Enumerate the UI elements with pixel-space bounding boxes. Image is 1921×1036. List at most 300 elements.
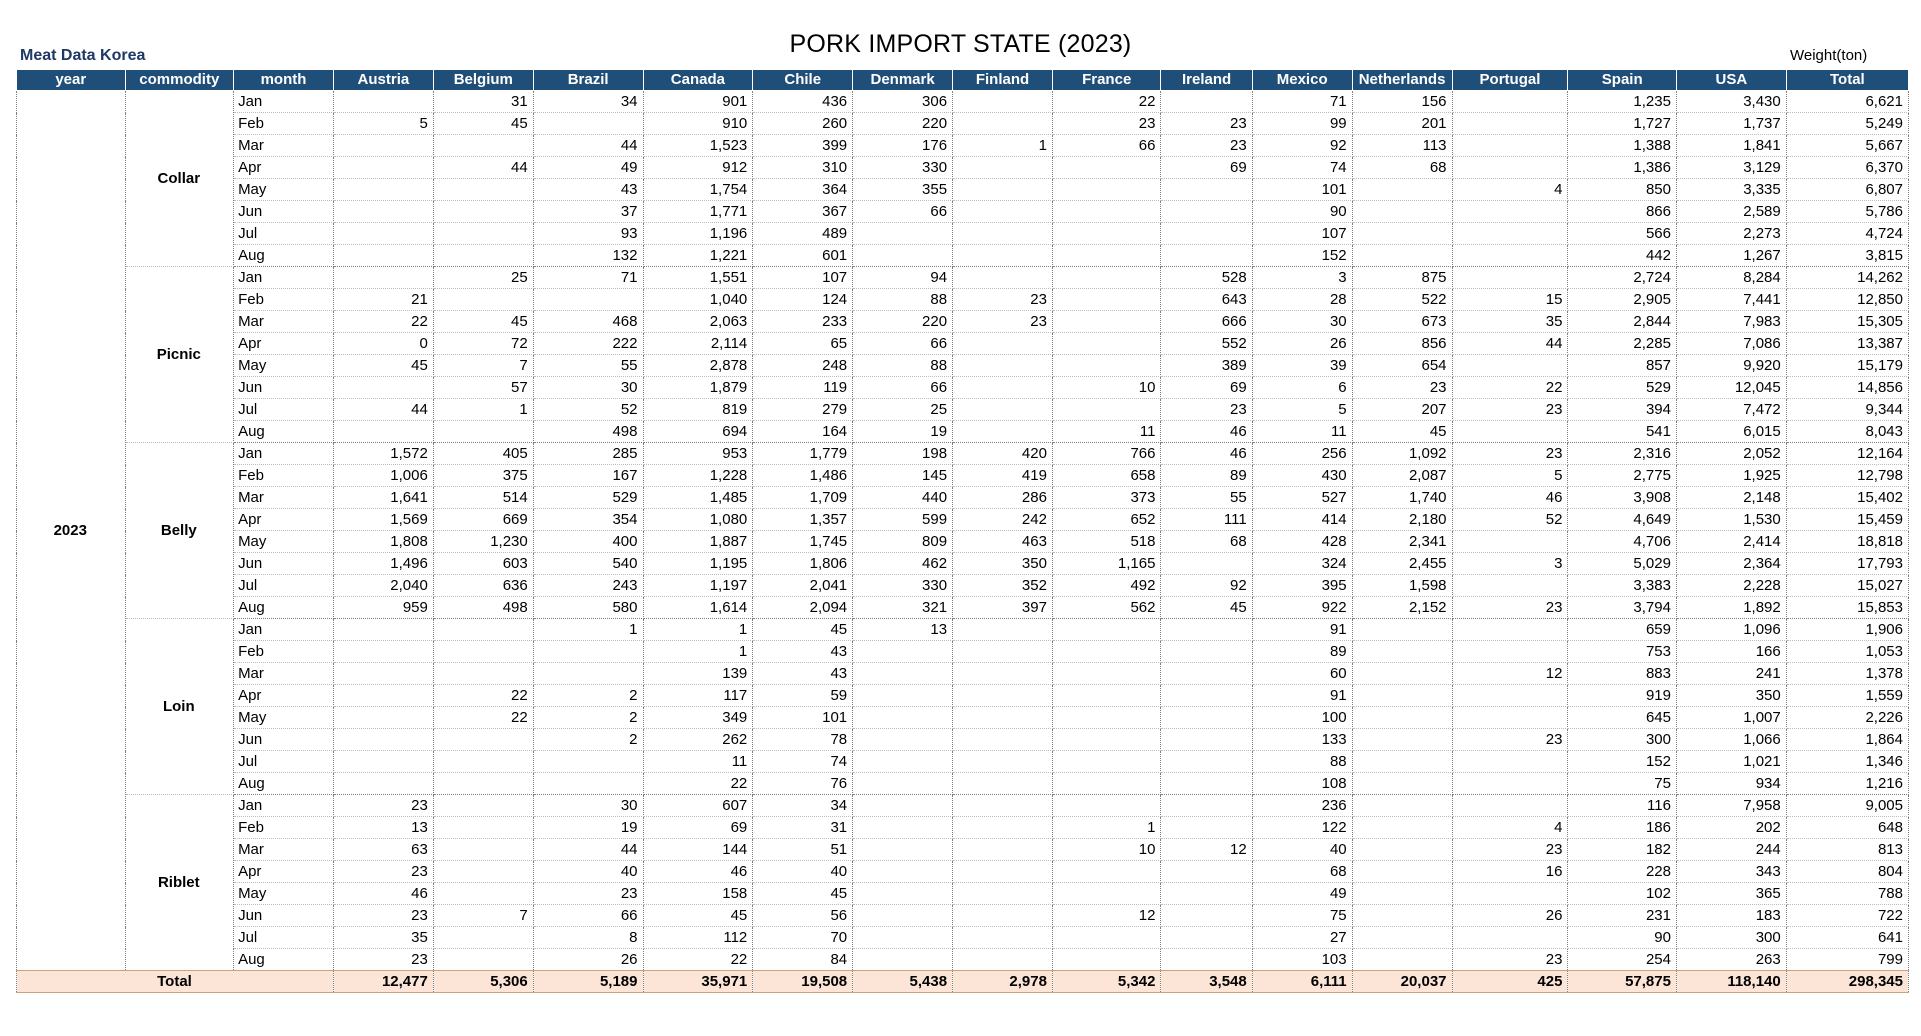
value-cell [1052,157,1161,179]
value-cell [333,729,433,751]
value-cell: 2,775 [1568,465,1677,487]
value-cell: 2 [533,707,643,729]
value-cell: 1,386 [1568,157,1677,179]
table-row [17,113,1909,135]
value-cell: 9,344 [1786,399,1908,421]
value-cell: 3,335 [1676,179,1786,201]
table-row [17,223,1909,245]
value-cell: 107 [753,267,853,289]
month-cell: Feb [234,113,334,135]
month-cell: Mar [234,663,334,685]
value-cell [1052,795,1161,817]
value-cell: 753 [1568,641,1677,663]
table-row [17,157,1909,179]
value-cell: 23 [1052,113,1161,135]
value-cell [333,685,433,707]
value-cell: 1,864 [1786,729,1908,751]
value-cell [1161,729,1252,751]
value-cell [1052,289,1161,311]
value-cell: 1,378 [1786,663,1908,685]
value-cell [1052,751,1161,773]
value-cell: 1,092 [1352,443,1452,465]
value-cell: 350 [1676,685,1786,707]
value-cell: 395 [1252,575,1352,597]
total-value-cell: 20,037 [1352,971,1452,993]
value-cell: 244 [1676,839,1786,861]
value-cell: 1,740 [1352,487,1452,509]
value-cell [953,377,1053,399]
value-cell: 400 [533,531,643,553]
value-cell: 89 [1161,465,1252,487]
value-cell: 1,771 [643,201,753,223]
value-cell: 23 [333,861,433,883]
value-cell: 7,983 [1676,311,1786,333]
total-value-cell: 118,140 [1676,971,1786,993]
value-cell: 207 [1352,399,1452,421]
value-cell [1352,663,1452,685]
table-row [17,201,1909,223]
value-cell: 809 [853,531,953,553]
value-cell [1052,883,1161,905]
value-cell: 1 [1052,817,1161,839]
value-cell: 1,485 [643,487,753,509]
month-cell: Aug [234,421,334,443]
value-cell: 19 [853,421,953,443]
value-cell [1352,905,1452,927]
value-cell [333,773,433,795]
value-cell [953,399,1053,421]
value-cell: 856 [1352,333,1452,355]
value-cell: 46 [1161,421,1252,443]
value-cell: 21 [333,289,433,311]
value-cell: 202 [1676,817,1786,839]
table-row [17,465,1909,487]
value-cell [1452,773,1568,795]
value-cell: 1,216 [1786,773,1908,795]
value-cell [1352,619,1452,641]
value-cell: 669 [433,509,533,531]
month-cell: Apr [234,861,334,883]
value-cell [433,421,533,443]
total-value-cell: 5,306 [433,971,533,993]
column-header-chile: Chile [753,70,853,91]
value-cell: 1,523 [643,135,753,157]
value-cell: 66 [1052,135,1161,157]
value-cell: 27 [1252,927,1352,949]
value-cell [1161,773,1252,795]
commodity-cell: Collar [125,91,234,267]
value-cell: 959 [333,597,433,619]
value-cell: 35 [333,927,433,949]
commodity-cell: Loin [125,619,234,795]
value-cell: 12,164 [1786,443,1908,465]
value-cell: 46 [333,883,433,905]
value-cell: 145 [853,465,953,487]
brand-label: Meat Data Korea [20,47,146,64]
value-cell: 324 [1252,553,1352,575]
value-cell [1352,729,1452,751]
value-cell [1161,619,1252,641]
value-cell: 399 [753,135,853,157]
value-cell: 158 [643,883,753,905]
value-cell [533,113,643,135]
value-cell: 804 [1786,861,1908,883]
value-cell: 46 [1452,487,1568,509]
value-cell: 14,262 [1786,267,1908,289]
value-cell: 607 [643,795,753,817]
value-cell: 55 [533,355,643,377]
value-cell [1452,795,1568,817]
value-cell [953,751,1053,773]
value-cell: 241 [1676,663,1786,685]
value-cell: 1,346 [1786,751,1908,773]
value-cell [1052,949,1161,971]
value-cell: 529 [1568,377,1677,399]
table-row [17,311,1909,333]
value-cell: 7 [433,905,533,927]
value-cell: 248 [753,355,853,377]
value-cell: 254 [1568,949,1677,971]
value-cell [1161,949,1252,971]
value-cell: 9,920 [1676,355,1786,377]
value-cell: 1,267 [1676,245,1786,267]
value-cell: 350 [953,553,1053,575]
value-cell: 648 [1786,817,1908,839]
value-cell: 580 [533,597,643,619]
total-value-cell: 5,342 [1052,971,1161,993]
value-cell: 39 [1252,355,1352,377]
value-cell: 1,388 [1568,135,1677,157]
value-cell [1352,201,1452,223]
value-cell: 1,496 [333,553,433,575]
value-cell: 101 [753,707,853,729]
value-cell: 260 [753,113,853,135]
value-cell: 15 [1452,289,1568,311]
value-cell [1052,927,1161,949]
value-cell [433,883,533,905]
column-header-commodity: commodity [125,70,234,91]
month-cell: Jul [234,575,334,597]
value-cell: 364 [753,179,853,201]
value-cell: 43 [533,179,643,201]
table-row [17,663,1909,685]
value-cell [1161,795,1252,817]
total-value-cell: 12,477 [333,971,433,993]
value-cell [1052,773,1161,795]
value-cell: 641 [1786,927,1908,949]
value-cell: 1,486 [753,465,853,487]
value-cell: 2,063 [643,311,753,333]
value-cell: 92 [1252,135,1352,157]
value-cell: 124 [753,289,853,311]
value-cell: 15,459 [1786,509,1908,531]
value-cell: 256 [1252,443,1352,465]
month-cell: Feb [234,465,334,487]
value-cell: 3 [1252,267,1352,289]
table-row [17,531,1909,553]
value-cell: 1,165 [1052,553,1161,575]
value-cell: 72 [433,333,533,355]
value-cell [953,91,1053,113]
value-cell: 220 [853,113,953,135]
value-cell: 30 [1252,311,1352,333]
value-cell: 23 [1452,949,1568,971]
value-cell: 912 [643,157,753,179]
value-cell: 442 [1568,245,1677,267]
value-cell: 1 [433,399,533,421]
value-cell: 66 [853,333,953,355]
value-cell [333,201,433,223]
value-cell: 1,727 [1568,113,1677,135]
value-cell [533,773,643,795]
value-cell [853,223,953,245]
value-cell: 43 [753,663,853,685]
value-cell: 15,179 [1786,355,1908,377]
value-cell [1452,641,1568,663]
value-cell [1352,641,1452,663]
value-cell [1352,707,1452,729]
value-cell [953,663,1053,685]
value-cell: 468 [533,311,643,333]
value-cell: 2,414 [1676,531,1786,553]
value-cell [333,135,433,157]
value-cell: 365 [1676,883,1786,905]
table-row [17,179,1909,201]
value-cell: 1 [953,135,1053,157]
value-cell [953,179,1053,201]
value-cell [853,245,953,267]
value-cell: 23 [953,311,1053,333]
value-cell: 2,152 [1352,597,1452,619]
value-cell [1452,531,1568,553]
value-cell: 1,230 [433,531,533,553]
value-cell: 636 [433,575,533,597]
value-cell [1161,817,1252,839]
value-cell: 3,129 [1676,157,1786,179]
month-cell: Jan [234,91,334,113]
value-cell: 101 [1252,179,1352,201]
value-cell: 59 [753,685,853,707]
value-cell: 658 [1052,465,1161,487]
value-cell [1161,223,1252,245]
value-cell: 1,709 [753,487,853,509]
value-cell [1052,333,1161,355]
value-cell [433,927,533,949]
table-row [17,597,1909,619]
table-row [17,949,1909,971]
value-cell [433,201,533,223]
value-cell [433,949,533,971]
value-cell [853,949,953,971]
total-value-cell: 5,438 [853,971,953,993]
table-row [17,399,1909,421]
value-cell [1452,113,1568,135]
value-cell: 766 [1052,443,1161,465]
value-cell: 321 [853,597,953,619]
value-cell: 92 [1161,575,1252,597]
value-cell: 883 [1568,663,1677,685]
value-cell: 90 [1252,201,1352,223]
unit-label: Weight(ton) [1790,47,1868,64]
value-cell: 23 [1452,839,1568,861]
value-cell [1452,927,1568,949]
value-cell: 40 [753,861,853,883]
value-cell [1052,311,1161,333]
value-cell [1161,641,1252,663]
year-cell: 2023 [17,91,126,971]
table-body [17,91,1909,993]
value-cell [1452,883,1568,905]
value-cell [333,751,433,773]
value-cell [953,333,1053,355]
value-cell: 22 [433,707,533,729]
value-cell [433,817,533,839]
value-cell: 310 [753,157,853,179]
value-cell: 4,706 [1568,531,1677,553]
value-cell: 0 [333,333,433,355]
value-cell: 30 [533,377,643,399]
value-cell [853,751,953,773]
value-cell: 1,021 [1676,751,1786,773]
table-row [17,773,1909,795]
value-cell [1452,355,1568,377]
value-cell: 183 [1676,905,1786,927]
table-row [17,905,1909,927]
value-cell: 1,745 [753,531,853,553]
value-cell: 306 [853,91,953,113]
value-cell: 518 [1052,531,1161,553]
value-cell [1052,707,1161,729]
header-row [17,70,1909,91]
month-cell: Mar [234,487,334,509]
value-cell: 111 [1161,509,1252,531]
value-cell: 3,794 [1568,597,1677,619]
value-cell: 3,383 [1568,575,1677,597]
table-row [17,333,1909,355]
value-cell: 428 [1252,531,1352,553]
value-cell: 5,029 [1568,553,1677,575]
value-cell: 1,925 [1676,465,1786,487]
value-cell [1452,575,1568,597]
value-cell: 953 [643,443,753,465]
value-cell: 242 [953,509,1053,531]
value-cell: 22 [643,773,753,795]
value-cell: 66 [853,377,953,399]
value-cell: 430 [1252,465,1352,487]
value-cell: 1,551 [643,267,753,289]
value-cell: 354 [533,509,643,531]
value-cell: 910 [643,113,753,135]
value-cell: 5 [333,113,433,135]
value-cell: 355 [853,179,953,201]
table-row [17,135,1909,157]
value-cell: 4 [1452,179,1568,201]
value-cell: 1 [533,619,643,641]
value-cell [433,289,533,311]
value-cell: 540 [533,553,643,575]
month-cell: May [234,179,334,201]
table-row [17,619,1909,641]
value-cell [1452,91,1568,113]
table-row [17,817,1909,839]
value-cell: 5 [1452,465,1568,487]
column-header-spain: Spain [1568,70,1677,91]
value-cell: 1,754 [643,179,753,201]
value-cell: 23 [1161,399,1252,421]
value-cell: 166 [1676,641,1786,663]
column-header-usa: USA [1676,70,1786,91]
value-cell: 13 [853,619,953,641]
value-cell: 6,621 [1786,91,1908,113]
value-cell [433,619,533,641]
value-cell: 2,041 [753,575,853,597]
value-cell: 152 [1252,245,1352,267]
value-cell [1052,179,1161,201]
value-cell: 8 [533,927,643,949]
pork-import-table [16,69,1909,993]
value-cell: 1,614 [643,597,753,619]
value-cell [953,707,1053,729]
value-cell: 1,235 [1568,91,1677,113]
value-cell [333,91,433,113]
column-header-year: year [17,70,126,91]
value-cell [1161,861,1252,883]
value-cell: 788 [1786,883,1908,905]
value-cell [853,883,953,905]
value-cell: 198 [853,443,953,465]
value-cell: 57 [433,377,533,399]
value-cell: 68 [1252,861,1352,883]
value-cell: 139 [643,663,753,685]
column-header-portugal: Portugal [1452,70,1568,91]
value-cell: 875 [1352,267,1452,289]
value-cell: 76 [753,773,853,795]
value-cell [1452,157,1568,179]
value-cell: 25 [433,267,533,289]
value-cell: 75 [1568,773,1677,795]
value-cell: 34 [753,795,853,817]
value-cell: 2,094 [753,597,853,619]
total-label: Total [17,971,334,993]
value-cell [1452,421,1568,443]
value-cell [953,113,1053,135]
value-cell: 394 [1568,399,1677,421]
value-cell: 419 [953,465,1053,487]
value-cell [853,685,953,707]
value-cell: 228 [1568,861,1677,883]
value-cell: 90 [1568,927,1677,949]
value-cell: 74 [753,751,853,773]
value-cell [953,201,1053,223]
column-header-netherlands: Netherlands [1352,70,1452,91]
value-cell: 1,598 [1352,575,1452,597]
value-cell: 55 [1161,487,1252,509]
value-cell [1161,883,1252,905]
month-cell: Jul [234,399,334,421]
value-cell: 498 [533,421,643,443]
value-cell: 673 [1352,311,1452,333]
value-cell [433,751,533,773]
value-cell: 23 [533,883,643,905]
value-cell [333,619,433,641]
value-cell [433,245,533,267]
total-value-cell: 5,189 [533,971,643,993]
value-cell [533,289,643,311]
value-cell [853,707,953,729]
value-cell: 2,878 [643,355,753,377]
column-header-austria: Austria [333,70,433,91]
table-row [17,685,1909,707]
